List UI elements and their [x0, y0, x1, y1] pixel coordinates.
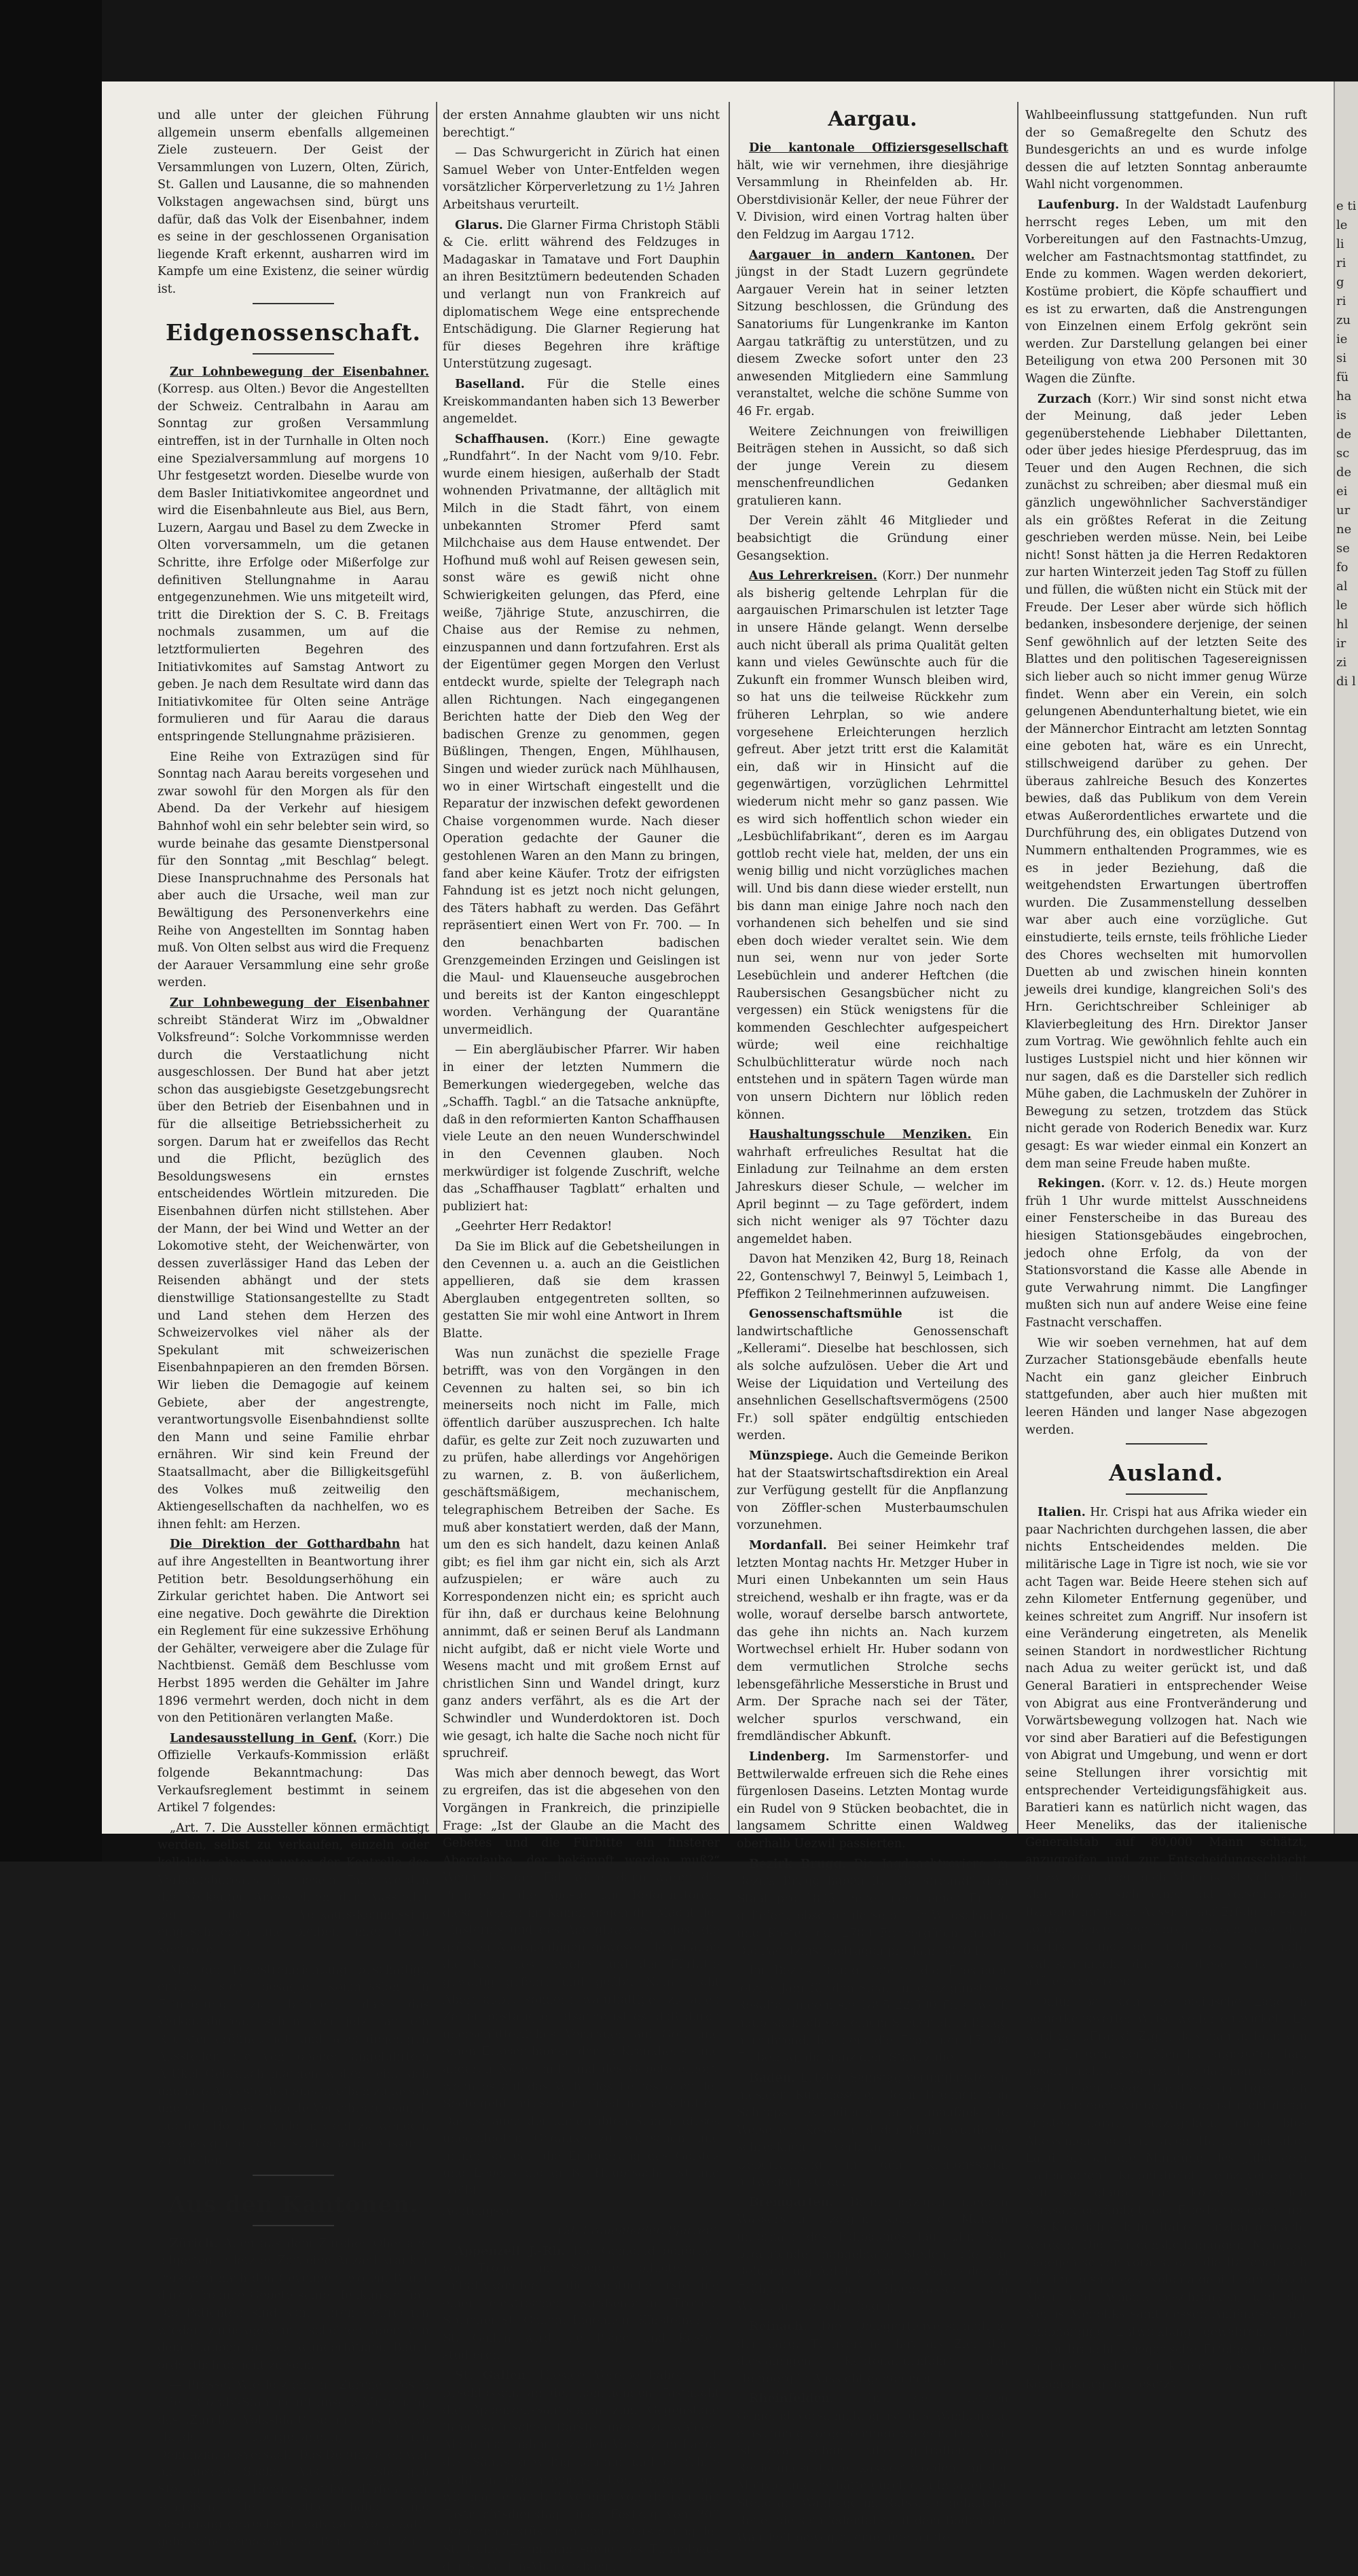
article — [158, 364, 429, 746]
column-2 — [443, 107, 720, 2574]
article-lead: Schaffhausen. — [455, 432, 549, 446]
paragraph: Mit der Dienstreinrichtung beschäftigt, erlaubt sich besagte Kommission in Erinnerung zu bringen, daß das Verkaufsbureau schon von jetzt an ein Register eröffnet hat, und labet diejenigen Aussteller, die von obener angeführtem Artikel Gebrauch machen wollen, ein, sich und ihre Angestellten einschreiben zu lassen und sich an das offizielle Verkehrsbureau, 4, rue de l'Hôtel de Ville in Genf zu wenden, welches gerne bereit ist, die nötige Auskunft zu erteilen. — [158, 1963, 429, 2169]
article-lead: Rekingen. — [1038, 1177, 1105, 1191]
article-text: ist die landwirtschaftliche Genossenschaft „Kellerami“. Dieselbe hat beschlossen, sich als solche aufzulösen. Ueber die Art und Weise der Liquidation und Verteilung des ansehnlichen Gesellschaftsvermögens (2500 Fr.) soll später endgültig entschieden werden. — [737, 1307, 1008, 1443]
letter-closing: Achtungsvoll — [443, 2204, 521, 2218]
article-text: hält, wie wir vernehmen, ihre diesjährige Versammlung in Rheinfelden ab. Hr. Oberstdivisionär Keller, der neue Führer der V. Division, wird einen Vortrag halten über den Feldzug im Aargau 1712. — [737, 158, 1008, 242]
article-text: Die Gemeindebehörden von Trogen und Speicher bildeten ein Initiativkomitee für die eventuelle Erstellung einer elektrischen Straßenbahn Trogen-Speicher-St. Gallen. Ingenieur Kürsteiner in St. Gallen wird die Pläne und Kosten studieren. — [443, 2244, 720, 2363]
article-text: Auch die Gemeinde Berikon hat der Staatswirtschaftsdirektion ein Areal zur Verfügung gestellt für die Anpflanzung von Zöffler-schen Musterbaumschulen vorzunehmen. — [737, 1449, 1008, 1533]
article-text: Die Jagdpachtreviere im Bezirk Brugg haben it. „Hausfreund“ dem Staat pro 1895 immer noch einen Ertrag geliefert, obschon derselbe für Wildschaden und Kosten ca. 2700 Fr. vergüten mußte. Die Pachtzinse betragen pro Jahr 3370 Fr. — [737, 1857, 1008, 1958]
article — [737, 1538, 1008, 1746]
separator-rule — [253, 2175, 334, 2176]
column-4 — [1025, 107, 1307, 2391]
paragraph: Davon hat Menziken 42, Burg 18, Reinach 22, Gontenschwyl 7, Beinwyl 5, Leimbach 1, Pfeffikon 2 Teilnehmerinnen aufzuweisen. — [737, 1252, 1008, 1301]
article — [1025, 391, 1307, 1174]
article — [737, 568, 1008, 1124]
article — [737, 2194, 1008, 2316]
article-text: Im Sarmenstorfer- und Bettwilerwalde erfreuen sich die Rehe eines fürgenlosen Daseins. Letzten Montag wurde ein Rudel von 9 Stücken beobachtet, die in langsamem Schritte einen Waldweg oberhalb Uezwil passierten. — [737, 1750, 1008, 1851]
article-text: Beim jetzigen niedern Wasserstand zeigen sich die Mauern unterhalb des Fällbaumes laut „Fr. St.“ bedeutende mangelhafte Stellen, die zur Befürchtung Anlaß geben, es könnte der im Frühjahr beim Hochwasser ein Wuhrdurchbruch erfolgen. — [737, 2195, 1008, 2314]
article — [443, 376, 720, 429]
article — [737, 2391, 1008, 2547]
section-heading-ausland: Ausland. — [1109, 1459, 1224, 1487]
article-text: Hr. Crispi hat aus Afrika wieder ein paar Nachrichten durchgehen lassen, die aber nichts Entscheidendes melden. Die militärische Lage in Tigre ist noch, wie sie vor acht Tagen war. Beide Heere stehen sich auf zehn Kilometer Entfernung gegenüber, und keines schreitet zum Angriff. Nur insofern ist eine Veränderung eingetreten, als Menelik seinen Standort in nordwestlicher Richtung nach Adua zu weiter gerückt ist, und daß General Baratieri in entsprechender Weise von Abigrat aus eine Frontveränderung und Vorwärtsbewegung vollzogen hat. Nach wie vor sind aber Baratieri auf die Befestigungen von Abigrat und Umgebung, und wenn er dort seine Stellungen ihrer vorsichtig mit entsprechender Verteidigungsfähigkeit aus. Baratieri kann es natürlich nicht wagen, das Heer Meneliks, das der italienische Generalstab auf 80,000 Mann schätzt, anzugreifen und zur Entscheidungsschlacht zu zwingen, aber auch Menelik ist sich nicht klar, ob er sich einer gut verschanzten Italiener mit guter Aussicht auf Erfolg messen könne. Beide Heerführer spielen also den Fabius Cunctator und es ist nicht wahrscheinlich, daß sie diese Rolle bald aufgeben werden. — [1025, 1506, 1307, 1989]
article-text: Für die Stelle eines Kreiskommandanten haben sich 13 Bewerber angemeldet. — [443, 377, 720, 427]
separator-rule — [253, 2225, 334, 2226]
paragraph: — Presse. Wie letzten im „Zürcher Post“: „Herr Corabi-Stahl nennt unsere Mitteilung, das „Zürcher Volksblatt“ sei in konservative Hände übergegangen, einen Denunziationsversuch. Das Denunzieren war nie unsere Sache. Aus der bisherigen Stellung des Herrn Stettler dürfen wir schließen, Herr Stettler habe seine Gesinnung gewechselt, daß das „Volksblatt“ gebe seine demokratische Tendenz auf. Zu — [158, 2378, 429, 2549]
article-text: schreibt Ständerat Wirz im „Obwaldner Volksfreund“: Solche Vorkommnisse werden durch die Verstaatlichung nicht ausgeschlossen. Der Bund hat aber jetzt schon das ausgiebigste Gesetzgebungsrecht über den Betrieb der Eisenbahnen und in für die allseitige Betriebssicherheit zu sorgen. Darum hat er zweifellos das Recht und die Pflicht, bezüglich des Besoldungswesens ein ernstes entscheidendes Wörtlein mitzureden. Die Eisenbahnen dürfen nicht stillstehen. Aber der Mann, der bei Wind und Wetter an der Lokomotive steht, der Weichenwärter, von dessen zuverlässiger Hand das Leben der Reisenden abhängt und der stets dienstwillige Stationsangestellte zu Stadt und Land stehen dem Herzen des Schweizervolkes viel näher als der Spekulant mit schweizerischen Eisenbahnpapieren an den fremden Börsen. Wir lieben die Demagogie auf keinem Gebiete, aber der angestrengte, verantwortungsvolle Eisenbahndienst sollte den Mann und seine Familie ehrbar ernähren. Wir sind kein Freund der Staatsallmacht, aber die Billigkeitsgefühl des Volkes muß zeitweilig den Aktiengesellschaften da nachhelfen, wo es ihnen fehlt: am Herzen. — [158, 1013, 429, 1531]
paragraph: Dafür hat sich die politische Lage in bemerkenswerter Weise weiter entwickelt. Es wird der „Frankf. Ztg.“, daß man in Rom von dem Frieden, den Menelik angeboten hat, absolut nichts wissen will, ja daß man der erst nach einem Siege Baratieris in Tigre sich dazu hergeben würde. Man denkt nicht daran ernstes darauf aufzugehen, nicht blos Abessinien, sondern auch Harrar und alles Land bis an die Mündung des Juba dem italienischen Kolonialreich einzuverleiben. Nur so, glaubt man, könne Abessinien wirksam gebändigt, der Friede gesichert und das Kolonialreich für Italien nutzbar gemacht werden. Die Friedensbedingungen Meneliks dagegen setzen voraus, daß die Italiener sich auf ihr bisheriges Kolonialgebiet am Roten Meer und Asmara beschränken, und der Negus Meneliks samt dessen Anhängsel eine unabhängige Entwicklung gewähren. Herr Crispi braucht kriegerische Erfolge, um sich im Innern halten zu können, also muß er Kolonialkrieg fortgesetzt, — [1025, 1995, 1307, 2391]
article-text: Auch aus dem Zürcher Oberland pilgerten in letzter Zeit eine Anzahl kranker Personen nach den Cevennen, wo ein Bauer durch fromme Gebete seine Heilkünste übt. Die Patienten sind samt ihren Gebrechen wieder zurückgekehrt, scheinen aber von dem Glauben an den wundertätigen Bauer ordentlich geheilt zu sein. — [158, 2236, 429, 2372]
article-lead: Lindenberg. — [749, 1750, 830, 1764]
column-rule — [729, 102, 730, 1834]
article-lead: Zur Lohnbewegung der Eisenbahner. — [170, 365, 429, 379]
article-text: Letzten Samstag verunglückte ein hiesiger Küfergeselle. Beim Brennen von Schnaps explodierte auf unaufgeklärte Weise ein Kessel und der Mann wurde so schrecklich verbrannt, daß seine Ueberführung in den Kantonsspital notwendig wurde. — [737, 2071, 1008, 2190]
paragraph: Wie wir soeben vernehmen, hat auf dem Zurzacher Stationsgebäude ebenfalls heute Nacht ein ganz gleicher Einbruch stattgefunden, aber auch hier mußten mit leeren Händen und langer Nase abgezogen werden. — [1025, 1336, 1307, 1437]
article — [158, 1730, 429, 1817]
article-lead: Baden. — [749, 2071, 796, 2085]
article — [737, 1306, 1008, 1445]
article-lead: Die kantonale Offiziersgesellschaft — [749, 141, 1008, 155]
letter-salutation: „Geehrter Herr Redaktor! — [455, 1220, 612, 1234]
article-lead: Aus Lehrerkreisen. — [749, 569, 877, 583]
article-text: hat auf ihre Angestellten in Beantwortung ihrer Petition betr. Besoldungserhöhung ein Zirkular gerichtet haben. Die Antwort sei eine negative. Doch gewährte die Direktion ein Reglement für eine sukzessive Erhöhung der Gehälter, verweigere aber die Zulage für Nachtbienst. Gemäß dem Beschlusse vom Herbst 1895 werden die Gehälter im Jahre 1896 vermehrt werden, doch nicht in dem von den Petitionären verlangten Maße. — [158, 1538, 429, 1726]
article-lead: Zurzach — [1038, 392, 1092, 406]
section-heading-eidgenossenschaft: Eidgenossenschaft. — [166, 319, 421, 346]
article — [443, 217, 720, 374]
separator-rule — [253, 353, 334, 355]
article-lead: Baselland. — [455, 377, 525, 391]
article — [737, 1448, 1008, 1535]
article-text: (Korr. v. 12. ds.) Heute morgen früh 1 Uhr wurde mittelst Ausschneidens einer Fensterscheibe in das Bureau des hiesigen Stationsgebäudes eingebrochen, jedoch ohne Erfolg, da von der Stationsvorstand die Kasse alle Abende in gute Verwahrung nimmt. Die Langfinger mußten sich nun auf andere Weise eine feine Fastnacht verschaffen. — [1025, 1177, 1307, 1330]
article-lead: Italien. — [1038, 1506, 1086, 1520]
article — [158, 1536, 429, 1728]
article — [737, 2319, 1008, 2388]
article — [158, 2236, 429, 2375]
article-lead: Laufenburg. — [1038, 198, 1120, 212]
article — [443, 431, 720, 1040]
article-text: In der Waldstadt Laufenburg herrscht reges Leben, um mit den Vorbereitungen auf den Fastnachts-Umzug, welcher am Fastnachtsmontag stattfindet, zu Ende zu kommen. Wagen werden dekoriert, Kostüme probiert, die Köpfe schauffiert und es ist zu erwarten, daß die Anstrengungen von Einzelnen einem Erfolg gekrönt sein werden. Zur Darstellung gelangen bei einer Beteiligung von etwa 200 Personen mit 30 Wagen die Zünfte. — [1025, 198, 1307, 386]
article-lead: Münzspiege. — [749, 1449, 834, 1463]
article — [158, 995, 429, 1534]
scan-left-edge — [0, 0, 102, 1862]
article-text: (Korr.) Wir sind sonst nicht etwa der Meinung, daß jeder Leben gegenüberstehende Liebhaber Dilettanten, oder über jedes hiesige Pferdespruug, das im Teuer und den Augen Rechnen, die sich zunächst zu schreiben; aber diesmal muß ein gänzlich ungewöhnlicher Sachverständiger als ein größtes Referat in die Zeitung geschrieben werden müsse. Nein, bei Leibe nicht! Sonst hätten ja die Herren Redaktoren zur harten Winterzeit jeden Tag Stoff zu füllen und füllen, die wüßten nicht ein Stück mit der Freude. Der Leser aber würde sich höflich bedanken, insbesondere derjenige, der seinen Senf gewöhnlich auf der letzten Seite des Blattes und den politischen Tagesereignissen sich lieber auch so nicht immer genug Würze findet. Wenn aber ein Verein, ein solch gelungenen Abendunterhaltung bietet, wie ein der Männerchor Eintracht am letzten Sonntag eine geboten hat, wäre es ein Unrecht, stillschweigend darüber zu gehen. Der überaus zahlreiche Besuch des Konzertes bewies, daß das Publikum von dem Verein etwas Außerordentliches erwartete und die Durchführung des, ein obligates Dutzend von Nummern enthaltenden Programmes, wie es es in jeder Beziehung, daß die weitgehendsten Erwartungen übertroffen wurden. Die Zusammenstellung desselben war aber auch eine vorzügliche. Gut einstudierte, teils ernste, teils fröhliche Lieder des Chores wechselten mit humorvollen Duetten ab und zwischen hinein konnten jeweils drei kundige, klangreichen Soli's des Hrn. Gerichtschreiber Schleiniger ab Klavierbegleitung des Hrn. Direktor Janser zum Vortrag. Wie gewöhnlich fehlte auch ein lustiges Lustspiel nicht und hier können wir nur sagen, daß es die Darsteller sich redlich Mühe gaben, die Lachmuskeln der Zuhörer in Bewegung zu setzen, trotzdem das Stück nicht gerade von Roderich Benedix war. Kurz gesagt: Es war wieder einmal ein Konzert an dem man seine Freude haben mußte. — [1025, 392, 1307, 1171]
article — [1025, 1176, 1307, 1332]
column-rule — [436, 102, 437, 1834]
article-lead: Reinach. — [749, 2320, 807, 2334]
article-lead: Glarus. — [455, 218, 503, 232]
column-1 — [158, 107, 429, 2549]
article — [1025, 197, 1307, 388]
paragraph: Der Verein zählt 46 Mitglieder und beabsichtigt die Gründung einer Gesangsektion. — [737, 514, 1008, 563]
article-lead: Appenzell J.-Rh. — [455, 2244, 566, 2258]
separator-rule — [1126, 1493, 1207, 1495]
article-text: Ein wahrhaft erfreuliches Resultat hat die Einladung zur Teilnahme an dem ersten Jahreskurs dieser Schule, — welcher im April beginnt — zu Tage gefördert, indem sich nicht weniger als 97 Töchter dazu angemeldet haben. — [737, 1128, 1008, 1246]
article-text: Der jüngst in der Stadt Luzern gegründete Aargauer Verein hat in seiner letzten Sitzung beschlossen, die Gründung des Sanatoriums für Lungenkranke im Kanton Aargau tatkräftig zu unterstützen, und zu diesem Zwecke sofort unter den 23 anwesenden Mitgliedern eine Sammlung veranstaltet, welche die schöne Summe von 46 Fr. ergab. — [737, 248, 1008, 418]
article-lead: Die Direktion der Gotthardbahn — [170, 1538, 401, 1552]
article-lead: Haushaltungsschule Menziken. — [749, 1128, 972, 1142]
paragraph: Eine Reihe von Extrazügen sind für Sonntag nach Aarau bereits vorgesehen und zwar sowohl für den Morgen als für den Abend. Da der Verkehr auf hiesigem Bahnhof wohl ein sehr belebter sein wird, so wurde beinahe das gesamte Dienstpersonal für den Sonntag „mit Beschlag“ belegt. Diese Inanspruchnahme des Personals hat aber auch die Ursache, weil man zur Bewältigung des Personenverkehrs eine Reihe von Angestellten im Sonntag haben muß. Von Olten selbst aus wird die Frequenz der Aarauer Versammlung eine sehr große werden. — [158, 750, 429, 990]
article-lead: Mordanfall. — [749, 1538, 827, 1553]
column-rule — [1017, 102, 1019, 1834]
article-text: (Korr.) Der nunmehr als bisherig geltende Lehrplan für die aargauischen Primarschulen ist letzter Tage in unsere Hände gelangt. Wenn derselbe auch nicht überall als prima Qualität gelten kann und vieles Gewünschte auch für die Zukunft ein frommer Wunsch bleiben wird, so hat uns die teilweise Rückkehr zum früheren Lehrplan, so wie andere vorgesehene Erleichterungen herzlich gefreut. Aber jetzt tritt erst die Kalamität ein, daß wir in Hinsicht auf die gegenwärtigen, vorzüglichen Lehrmittel wiederum nicht mehr so ganz passen. Wie es wird sich hoffentlich schon wieder ein „Lesbüchlifabrikant“, deren es im Aargau gottlob recht viele hat, melden, der uns ein wenig billig und nicht vorzügliches machen will. Und bis dann diese wieder erstellt, nun bis dann man einige Jahre noch nach den vorhandenen sich behelfen und sie sind eben doch wieder veraltet sein. Wie dem nun sei, wenn nur von jeder Sorte Lesebüchlein und anderer Heftchen (die Raubersischen Gesangsbücher nicht zu vergessen) ein Stück wenigstens für die kommenden Geschlechter aufgespeichert würde; weil eine reichhaltige Schulbüchlitteratur würde noch nach entstehen und in spätern Tagen würde man von unsern Dichtern nur löblich reden können. — [737, 569, 1008, 1122]
article-text: Die Delegiertenversammlung der aarg. Turnvereine hat als Ziel der diesjährigen Kantonalturnfahrt den Homberg in Aussicht genommen. — [737, 2320, 1008, 2386]
article-lead: St. Gallen. — [455, 2369, 530, 2382]
article — [737, 1856, 1008, 1961]
column-3 — [737, 107, 1008, 2545]
separator-rule — [1126, 1443, 1207, 1445]
paragraph: Weitere Zeichnungen von freiwilligen Beiträgen stehen in Aussicht, so daß sich der junge Verein zu diesem menschenfreundlichen Gedanken gratulieren kann. — [737, 424, 1008, 508]
paragraph: Im Bezirk Brugg lieferte die Erbsteuer letztes Jahr für den Staat ein ganz günstiges Resultat, indem sie 1895 22,500 Fr. abwarf, hauptsächlich von einem Steuerfall in Brugg herrührend, bei dem die Erbsteuer 17,300 Fr. betrug, die ganz dem Staat zufiel. — [737, 1964, 1008, 2065]
article-text: Hiesige Vereine haben f. J. beschlossen, an der kommenden Fastnacht die Appenzell-Säntisbahn zum Gegenstand ihrer satirischen Darstellungen zu wählen. Allein man nahm jetzt den Vorsatz im Lande des Säntis gewaltig krumm und es fehlte nicht an Gegendemonstration worden nun, wie man erfährt, 3 Vereine von Herisau am Fastnachtsdienstag einen Festzug von 200 Personen ausrüsten mit einer Darstellung der St. Galler Trambahn sowie des Tunnelbaus der St. Gallen-Mühleckbahn. — [443, 2369, 720, 2574]
article-text: (Korresp. aus Olten.) Bevor die Angestellten der Schweiz. Centralbahn in Aarau am Sonntag zur großen Versammlung eintreffen, ist in der Turnhalle in Olten noch eine Spezialversammlung auf morgens 10 Uhr festgesetzt worden. Dieselbe wurde von dem Basler Initiativkomitee angeordnet und wird die Eisenbahnleute aus Biel, aus Bern, Luzern, Aargau und Basel zu dem Zwecke in Olten vorversammeln, um die getanen Schritte, ihre Erfolge oder Mißerfolge zur definitiven Stellungnahme in Aarau entgegenzunehmen. Wie uns mitgeteilt wird, tritt die Direktion der S. C. B. Freitags nochmals zusammen, um auf die letztformulierten Begehren des Initiativkomites auf Samstag Antwort zu geben. Je nach dem Resultate wird dann das Initiativkomitee für Olten seine Anträge formulieren und für Aarau die daraus entspringende Stellungnahme präzisieren. — [158, 382, 429, 744]
paragraph: Da Sie im Blick auf die Gebetsheilungen in den Cevennen u. a. auch an die Geistlichen appellieren, daß sie dem krassen Aberglauben entgegentreten sollten, so gestatten Sie mir wohl eine Antwort in Ihrem Blatte. — [443, 1240, 720, 1341]
paragraph: Wahlbeeinflussung stattgefunden. Nun ruft der so Gemaßregelte den Schutz des Bundesgerichts an und es wurde infolge dessen die auf letzten Sonntag anberaumte Wahl nicht vorgenommen. — [1025, 109, 1307, 192]
paragraph: der ersten Annahme glaubten wir uns nicht berechtigt.“ — [443, 109, 720, 140]
article-lead: Zürich. — [170, 2236, 218, 2251]
paragraph: Was nun zunächst die spezielle Frage betrifft, was von den Vorgängen in den Cevennen zu halten sei, so bin ich meinerseits noch nicht im Falle, mich öffentlich darüber auszusprechen. Ich halte dafür, es gelte zur Zeit noch zuzuwarten und zu prüfen, habe allerdings vor Angehörigen zu warnen, z. B. von äußerlichem, geschäftsmäßigem, mechanischem, telegraphischem Betreiben der Sache. Es muß aber konstatiert werden, daß der Mann, um den es sich handelt, dazu keinen Anlaß gibt; es fiel ihm gar nicht ein, sich als Arzt aufzuspielen; er wäre auch zu Korrespondenzen nicht ein; es spricht auch für ihn, daß er durchaus keine Belohnung annimmt, daß er seinen Beruf als Landmann nicht aufgibt, daß er nicht viele Worte und Wesens macht und mit großem Ernst auf christlichen Sinn und Wandel dringt, kurz ganz anders verfährt, als es die Art der Schwindler und Wunderdoktoren ist. Doch wie gesagt, ich halte die Sache noch nicht für spruchreif. — [443, 1347, 720, 1761]
paragraph: — Das Schwurgericht in Zürich hat einen Samuel Weber von Unter-Entfelden wegen vorsätzlicher Körperverletzung zu 1½ Jahren Arbeitshaus verurteilt. — [443, 146, 720, 212]
article — [443, 2368, 720, 2576]
article — [737, 2070, 1008, 2192]
article-text: Bei seiner Heimkehr traf letzten Montag nachts Hr. Metzger Huber in Muri einen Unbekannten um sein Haus streichend, weshalb er ihn fragte, was er da wolle, worauf derselbe barsch antwortete, das gehe ihn nichts an. Nach kurzem Wortwechsel erhielt Hr. Huber sodann von dem vermutlichen Strolche sechs lebensgefährliche Messerstiche in Brust und Arm. Der Sprache nach sei der Täter, welcher spurlos verschwand, ein fremdländischer Abkunft. — [737, 1538, 1008, 1744]
separator-rule — [253, 303, 334, 304]
article — [737, 1127, 1008, 1248]
adjacent-page-strip — [1334, 81, 1358, 1834]
article — [737, 1749, 1008, 1853]
article-lead: Rheinfelden. — [749, 2392, 834, 2406]
article-lead: Aargauer in andern Kantonen. — [749, 248, 975, 262]
paragraph: und alle unter der gleichen Führung allgemein unserm ebenfalls allgemeinen Ziele zusteuern. Der Geist der Versammlungen von Luzern, Olten, Zürich, St. Gallen und Lausanne, die so mahnenden Volkstagen angewachsen sind, bürgt uns dafür, daß das Volk der Eisenbahner, indem es seine in der geschlossenen Organisation liegende Kraft erkennt, ausharren wird im Kampfe um eine Existenz, die seiner würdig ist. — [158, 109, 429, 296]
letter-signature: Cd. Frauenfelder, Pfarrer.“ — [558, 2224, 720, 2238]
article-text: (Korr.) Die Offizielle Verkaufs-Kommission erläßt folgende Bekanntmachung: Das Verkaufsreglement bestimmt in seinem Artikel 7 folgendes: — [158, 1731, 429, 1815]
section-heading-aargau: Aargau. — [828, 107, 917, 131]
article-lead: Bezirk Brugg. — [749, 1857, 846, 1871]
article — [1025, 1504, 1307, 1991]
article-text: (Korr.) Eine gewagte „Rundfahrt“. In der Nacht vom 9/10. Febr. wurde einem hiesigen, außerhalb der Stadt wohnenden Privatmanne, der alltäglich mit Milch in die Stadt fährt, von einem unbekannten Stromer Pferd samt Milchchaise aus dem Hause entwendet. Der Hofhund muß wohl auf Reisen gewesen sein, sonst wäre es gewiß nicht ohne Schwierigkeiten gelungen, das Pferd, eine weiße, 7jährige Stute, anzuschirren, die Chaise aus der Remise zu nehmen, einzuspannen und dann fortzufahren. Erst als der Eigentümer gegen Morgen den Verlust entdeckt wurde, spielte der Telegraph nach allen Richtungen. Nach eingegangenen Berichten hatte der Dieb den Weg der badischen Grenze zu genommen, gegen Büßlingen, Thengen, Engen, Mühlhausen, Singen und wieder zurück nach Mühlhausen, wo in einer Wirtschaft eingestellt und die Reparatur der inzwischen defekt gewordenen Chaise vorgenommen wurde. Nach dieser Operation gedachte der Gauner die gestohlenen Waren an den Mann zu bringen, fand aber keine Käufer. Trotz der eifrigsten Fahndung ist es jetzt noch nicht gelungen, des Täters habhaft zu werden. Das Gefährt repräsentiert einen Wert von Fr. 700. — In den benachbarten badischen Grenzgemeinden Erzingen und Geislingen ist die Maul- und Klauenseuche ausgebrochen und bereits ist der Kanton eingeschleppt worden. Verhängung der Quarantäne unvermeidlich. — [443, 432, 720, 1037]
article-text: In der letzten Gemeindeversammlung ist das Wahlbureau einstimmig vorgenommen worden. Die Wahl ist zwar schon früher getroffen, vom Regierungsrat aber kassiert worden, mit der Motivierung, es hätte durch den Inhaber der Stelle am Wahltage im Ratssaale gehaltene Rede, die sich jedenfalls auf dem Boden der Wahrheit bewegte, eine unerlaubte — [737, 2392, 1008, 2545]
article-lead: Zur Lohnbewegung der Eisenbahner — [170, 996, 429, 1010]
article-text: Die Glarner Firma Christoph Stäbli & Cie. erlitt während des Feldzuges in Madagaskar in Tamatave und Fort Dauphin an ihren Besitztümern bedeutenden Schaden und verlangt nun von Frankreich auf diplomatischem Wege eine entsprechende Entschädigung. Die Glarner Regierung hat für dieses Begehren ihre kräftige Unterstützung zugesagt. — [443, 218, 720, 371]
article — [737, 247, 1008, 421]
section-heading-kantonen: Aus den Kantonen. — [168, 2190, 418, 2217]
article — [443, 2243, 720, 2365]
adjacent-page-text: e ti le li ri g ri zu ie si fü ha is de sc de ei ur ne se fo al le hl ir zi di l — [1336, 199, 1357, 689]
article-lead: Landesausstellung in Genf. — [170, 1731, 357, 1745]
article-lead: Genossenschaftsmühle — [749, 1307, 902, 1322]
article — [737, 140, 1008, 244]
paragraph: — Ein abergläubischer Pfarrer. Wir haben in einer der letzten Nummern die Bemerkungen wiedergegeben, welche das „Schaffh. Tagbl.“ an die Tatsache anknüpfte, daß in den reformierten Kanton Schaffhausen viele Leute an den neuen Wunderschwindel in den Cevennen glauben. Noch merkwürdiger ist folgende Zuschrift, welche das „Schaffhauser Tagblatt“ erhalten und publiziert hat: — [443, 1043, 720, 1214]
paragraph: „Art. 7. Die Aussteller können ermächtigt werden, selbst zu verkaufen, einzeln oder kollektiv, aber nur unter der Kontrolle des Verkaufsbureaus. In diesem Falle werden die Verkäufer Angestellten der Aussteller bei der Verkaufs-Kommission eingeschrieben und bleiben unter deren Kontrolle.“ — [158, 1821, 429, 1957]
paragraph: Was mich aber dennoch bewegt, das Wort zu ergreifen, das ist die abgesehen von den Vorgängen in Frankreich, die prinzipielle Frage: „Ist der Glaube an die Macht des Gebetes und die Fürbitte ein finsterer Aberglaube, der bekämpft werden muß?“ Wenn das der Fall wäre, dann wären die Propheten, die Apostel und Reformatoren, diese Helden im Kampf gegen die Macht der Finsternis und des Aberglaubens, selbst die größten Abergläubigen gewesen. Ich glaube die Kraft des Gebetes und der Fürbitte gewaltig gefehrt und geübt. Nein, nicht Aberglaube, sondern wahrhaftige, zu allen Zeiten bestätigte Tatsache ist es, daß durch unerschütterliches Vertrauen auf Gott und einen Erlöser haben, der in Krankheits- und anderen Nöten hilft und des Gebete erhört, wenn es auf das Wohl des Leibes oder der Seele geht, mit seinem Frieden überschüttet. Das ist auch der ungetrübten Sinnen dieses ungebildeten Gedanke zu wünschen und immer so, daß die Erneuerung des Geistes und Lebens die große Hauptsache ist und bleibt. — [443, 1766, 720, 2198]
article-lead: Bremgarten. — [749, 2195, 834, 2209]
